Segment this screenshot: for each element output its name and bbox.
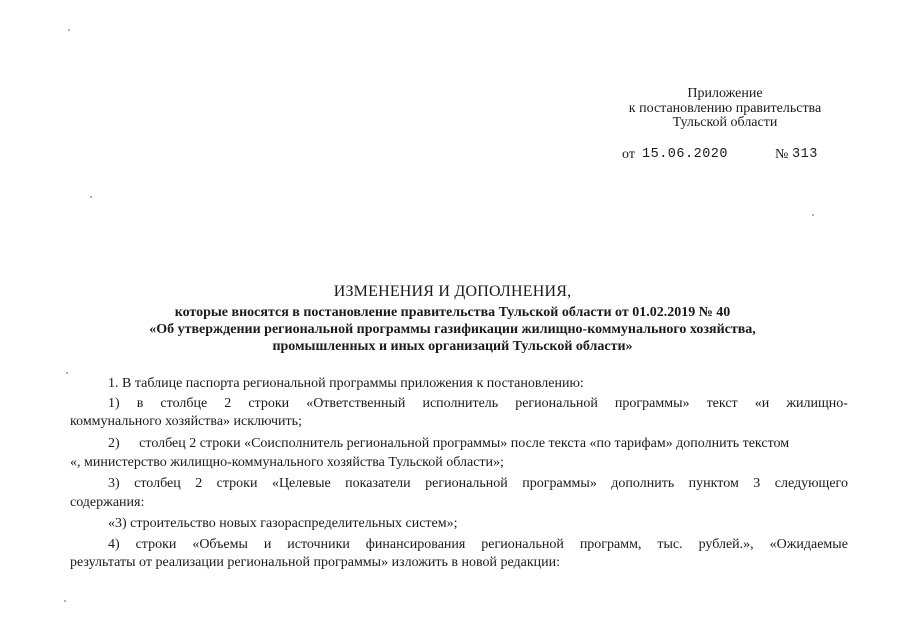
item-1-word: столбце <box>160 396 208 411</box>
item-3-continuation: содержания: <box>70 495 145 510</box>
item-1-word: региональной <box>515 396 598 411</box>
item-4-word: источники <box>287 537 350 552</box>
item-3-line <box>70 476 848 492</box>
item-2-continuation: «, министерство жилищно-коммунального хозяйства Тульской области»; <box>70 455 504 470</box>
document-date: 15.06.2020 <box>642 147 729 162</box>
item-1-word: программы» <box>614 396 690 411</box>
item-1-word: в <box>136 396 144 411</box>
item-4-word: региональной <box>481 537 564 552</box>
subtitle-line-1: которые вносятся в постановление правительства Тульской области от 01.02.2019 № 40 <box>174 305 731 320</box>
appendix-line-1: Приложение <box>687 86 763 101</box>
item-3-word: региональной <box>425 476 508 491</box>
item-1-continuation: коммунального хозяйства» исключить; <box>70 414 302 429</box>
item-1-word: «Ответственный <box>306 396 406 411</box>
item-4-word: рублей.», <box>698 537 754 552</box>
item-4-word: «Объемы <box>192 537 248 552</box>
item-4-word: программ, <box>579 537 642 552</box>
item-4-word: финансирования <box>365 537 466 552</box>
item-1-word: 2 <box>224 396 232 411</box>
item-3-word: 3) <box>108 476 120 491</box>
appendix-line-3: Тульской области <box>672 115 778 130</box>
item-4-word: тыс. <box>657 537 683 552</box>
appendix-block <box>600 87 850 131</box>
item-4-word: «Ожидаемые <box>769 537 848 552</box>
item-3-word: программы» <box>522 476 597 491</box>
item-4-continuation: результаты от реализации региональной программы» изложить в новой редакции: <box>70 555 561 570</box>
item-1-word: исполнитель <box>422 396 499 411</box>
scan-speck <box>68 29 70 31</box>
paragraph-1: 1. В таблице паспорта региональной программы приложения к постановлению: <box>108 376 584 391</box>
number-label: № <box>775 147 789 162</box>
item-3-word: 2 <box>195 476 203 491</box>
item-2-text: столбец 2 строки «Соисполнитель региональной программы» после текста «по тарифам» дополнить текстом <box>139 436 790 451</box>
item-4-word: строки <box>135 537 177 552</box>
document-title: ИЗМЕНЕНИЯ И ДОПОЛНЕНИЯ, <box>333 283 572 300</box>
subtitle-line-2: «Об утверждении региональной программы газификации жилищно-коммунального хозяйства, <box>149 322 756 337</box>
item-3-word: «Целевые <box>271 476 331 491</box>
document-number: 313 <box>792 147 818 162</box>
item-3-word: столбец <box>134 476 181 491</box>
item-3-word: 3 <box>753 476 761 491</box>
item-3-word: следующего <box>774 476 848 491</box>
item-4-word: и <box>263 537 272 552</box>
scan-speck <box>64 600 66 602</box>
item-3-word: показатели <box>345 476 411 491</box>
item-1-word: строки <box>248 396 290 411</box>
scan-speck <box>812 214 814 216</box>
item-3-word: строки <box>216 476 258 491</box>
item-3-word: пунктом <box>688 476 739 491</box>
date-from-label: от <box>622 147 635 162</box>
item-1-word: 1) <box>108 396 120 411</box>
item-4-word: 4) <box>108 537 120 552</box>
subtitle-line-3: промышленных и иных организаций Тульской области» <box>272 339 633 354</box>
scan-speck <box>66 372 68 374</box>
item-1-word: жилищно- <box>786 396 848 411</box>
item-1-word: текст <box>706 396 738 411</box>
item-1-line <box>70 396 848 412</box>
item-3-word: дополнить <box>611 476 675 491</box>
scan-speck <box>90 196 92 198</box>
item-4-line <box>70 537 848 553</box>
item-1-word: «и <box>754 396 770 411</box>
quoted-item: «3) строительство новых газораспределительных систем»; <box>108 516 458 531</box>
item-2-line <box>108 436 789 452</box>
item-2-number: 2) <box>108 436 120 451</box>
appendix-line-2: к постановлению правительства <box>628 100 822 116</box>
